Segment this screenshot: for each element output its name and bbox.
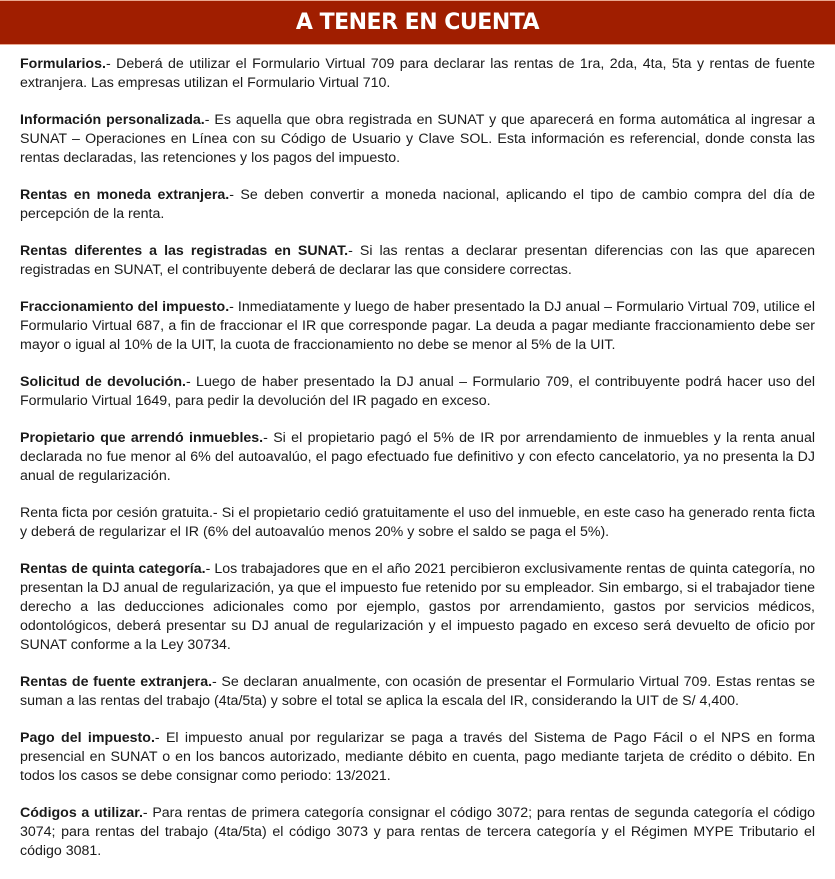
- note-rentas-fuente-extranjera: [20, 673, 815, 711]
- note-text: - Para rentas de primera categoría consignar el código 3072; para rentas de segunda categoría el código 3074; para rentas del trabajo (4ta/5ta) el código 3073 y para rentas de tercera categoría y el Régimen MYPE Tributario el código 3081.: [20, 805, 815, 859]
- note-text: - Se deben convertir a moneda nacional, aplicando el tipo de cambio compra del día de percepción de la renta.: [20, 187, 815, 222]
- note-heading: Pago del impuesto.: [20, 730, 155, 746]
- note-pago-impuesto: [20, 729, 815, 786]
- note-fraccionamiento: [20, 298, 815, 355]
- note-formularios: [20, 55, 815, 93]
- note-text: - Es aquella que obra registrada en SUNAT y que aparecerá en forma automática al ingresar a SUNAT – Operaciones en Línea con su Código de Usuario y Clave SOL. Esta información es referencial, donde consta las rentas declaradas, las retenciones y los pagos del impuesto.: [20, 112, 815, 166]
- page-title: A TENER EN CUENTA: [295, 10, 540, 35]
- note-heading: Formularios.: [20, 56, 106, 72]
- note-text: - Luego de haber presentado la DJ anual – Formulario 709, el contribuyente podrá hacer uso del Formulario Virtual 1649, para pedir la devolución del IR pagado en exceso.: [20, 374, 815, 409]
- note-propietario-arrendo: [20, 429, 815, 486]
- notes-list: [20, 55, 815, 879]
- note-heading: Rentas en moneda extranjera.: [20, 187, 230, 203]
- note-heading: Rentas de fuente extranjera.: [20, 674, 213, 690]
- note-text: - Si el propietario cedió gratuitamente el uso del inmueble, en este caso ha generado renta ficta y deberá de regularizar el IR (6% del autoavalúo menos 20% y sobre el saldo se paga el 5%).: [20, 505, 815, 540]
- note-text: - Si las rentas a declarar presentan diferencias con las que aparecen registradas en SUNAT, el contribuyente deberá de declarar las que considere correctas.: [20, 243, 816, 278]
- note-text: - Se declaran anualmente, con ocasión de presentar el Formulario Virtual 709. Estas rentas se suman a las rentas del trabajo (4ta/5ta) y sobre el total se aplica la escala del IR, considerando la UIT de S/ 4,400.: [20, 674, 815, 709]
- note-renta-ficta: [20, 504, 815, 542]
- note-heading: Fraccionamiento del impuesto.: [20, 299, 230, 315]
- note-rentas-diferentes: [20, 242, 815, 280]
- note-text: - El impuesto anual por regularizar se paga a través del Sistema de Pago Fácil o el NPS en forma presencial en SUNAT o en los bancos autorizado, mediante débito en cuenta, pago mediante tarjeta de crédito o débito. En todos los casos se debe consignar como periodo: 13/2021.: [20, 730, 815, 784]
- note-rentas-quinta: [20, 560, 815, 655]
- note-text: - Deberá de utilizar el Formulario Virtual 709 para declarar las rentas de 1ra, 2da, 4ta, 5ta y rentas de fuente extranjera. Las empresas utilizan el Formulario Virtual 710.: [20, 56, 815, 91]
- note-heading: Renta ficta por cesión gratuita.: [20, 505, 213, 521]
- note-heading: Información personalizada.: [20, 112, 205, 128]
- note-text: - Los trabajadores que en el año 2021 percibieron exclusivamente rentas de quinta categoría, no presentan la DJ anual de regularización, ya que el impuesto fue retenido por su empleador. Sin embargo, si el trabajador tiene derecho a las deducciones adicionales como por ejemplo, gastos por arrendamiento, gastos por servicios médicos, odontológicos, deberá presentar su DJ anual de regularización y el impuesto pagado en exceso será devuelto de oficio por SUNAT conforme a la Ley 30734.: [20, 561, 815, 653]
- note-text: - Si el propietario pagó el 5% de IR por arrendamiento de inmuebles y la renta anual declarada no fue menor al 6% del autoavalúo, el pago efectuado fue definitivo y con efecto cancelatorio, ya no presenta la DJ anual de regularización.: [20, 430, 815, 484]
- note-heading: Propietario que arrendó inmuebles.: [20, 430, 264, 446]
- note-codigos: [20, 804, 815, 861]
- note-heading: Solicitud de devolución.: [20, 374, 186, 390]
- note-heading: Rentas diferentes a las registradas en SUNAT.: [20, 243, 349, 259]
- note-text: - Inmediatamente y luego de haber presentado la DJ anual – Formulario Virtual 709, utilice el Formulario Virtual 687, a fin de fraccionar el IR que corresponde pagar. La deuda a pagar mediante fraccionamiento debe ser mayor o igual al 10% de la UIT, la cuota de fraccionamiento no debe se menor al 5% de la UIT.: [20, 299, 815, 353]
- note-rentas-moneda-extranjera: [20, 186, 815, 224]
- note-informacion-personalizada: [20, 111, 815, 168]
- header-banner: [0, 0, 835, 45]
- note-solicitud-devolucion: [20, 373, 815, 411]
- note-heading: Códigos a utilizar.: [20, 805, 143, 821]
- note-heading: Rentas de quinta categoría.: [20, 561, 206, 577]
